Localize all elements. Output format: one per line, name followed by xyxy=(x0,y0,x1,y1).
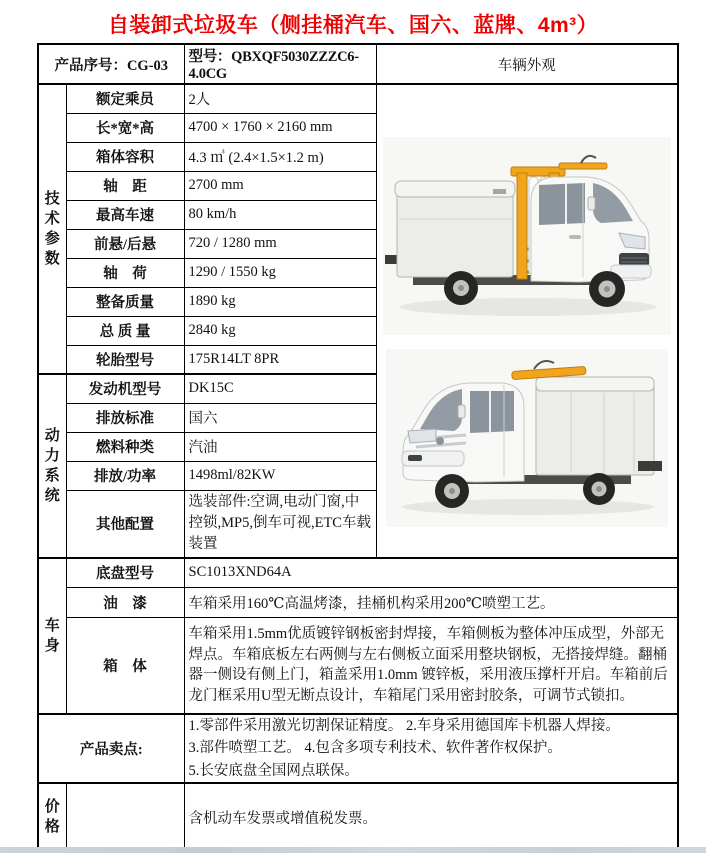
fuel-type-label: 燃料种类 xyxy=(66,432,184,461)
page-title: 自装卸式垃圾车（侧挂桶汽车、国六、蓝牌、4m³） xyxy=(107,14,599,37)
dimensions-value: 4700 × 1760 × 2160 mm xyxy=(184,113,376,142)
chassis-model-label: 底盘型号 xyxy=(66,558,184,587)
gross-weight-value: 2840 kg xyxy=(184,316,376,345)
appearance-header-cell: 车辆外观 xyxy=(376,44,678,84)
group-price: 价格 xyxy=(38,783,66,851)
bottom-page-edge-strip xyxy=(0,847,706,853)
selling-point-line-1: 1.零部件采用激光切割保证精度。 2.车身采用德国库卡机器人焊接。 xyxy=(188,718,620,734)
selling-point-line-2: 3.部件喷塑工艺。 4.包含多项专利技术、软件著作权保护。 xyxy=(188,740,562,757)
selling-points-value xyxy=(184,714,678,783)
gross-weight-label: 总 质 量 xyxy=(66,316,184,345)
selling-point-line-3: 5.长安底盘全国网点联保。 xyxy=(188,762,359,779)
group-vehicle-body: 车身 xyxy=(38,558,66,714)
dimensions-label: 长*宽*高 xyxy=(66,113,184,142)
product-no-cell: 产品序号：CG-03 xyxy=(38,44,184,84)
max-speed-label: 最高车速 xyxy=(66,200,184,229)
box-body-label: 箱 体 xyxy=(66,617,184,714)
spec-table xyxy=(37,43,679,852)
group-power-system: 动力系统 xyxy=(38,374,66,558)
paint-label: 油 漆 xyxy=(66,587,184,617)
truck-photo-front-left xyxy=(386,349,668,527)
selling-points-label: 产品卖点: xyxy=(38,714,184,783)
truck-photo-front-right xyxy=(383,137,671,335)
displacement-power-label: 排放/功率 xyxy=(66,461,184,490)
axle-load-value: 1290 / 1550 kg xyxy=(184,258,376,287)
emission-standard-label: 排放标准 xyxy=(66,403,184,432)
overhang-label: 前悬/后悬 xyxy=(66,229,184,258)
wheelbase-value: 2700 mm xyxy=(184,171,376,200)
model-cell: 型号：QBXQF5030ZZZC6-4.0CG xyxy=(184,44,376,84)
engine-model-label: 发动机型号 xyxy=(66,374,184,403)
overhang-value: 720 / 1280 mm xyxy=(184,229,376,258)
axle-load-label: 轴 荷 xyxy=(66,258,184,287)
chassis-model-value: SC1013XND64A xyxy=(184,558,678,587)
other-config-label: 其他配置 xyxy=(66,490,184,558)
displacement-power-value: 1498ml/82KW xyxy=(184,461,376,490)
box-volume-value: 4.3 ㎥ (2.4×1.5×1.2 m) xyxy=(184,142,376,171)
tire-model-label: 轮胎型号 xyxy=(66,345,184,374)
rated-crew-label: 额定乘员 xyxy=(66,84,184,113)
emission-standard-value: 国六 xyxy=(184,403,376,432)
vehicle-photos-cell xyxy=(376,84,678,558)
fuel-type-value: 汽油 xyxy=(184,432,376,461)
tire-model-value: 175R14LT 8PR xyxy=(184,345,376,374)
box-body-value: 车箱采用1.5mm优质镀锌钢板密封焊接，车箱侧板为整体冲压成型，外部无焊点。车箱底板左右两侧与左右侧板立面采用整块钢板，无搭接焊缝。翻桶器一侧设有侧上门，箱盖采用1.0mm 镀锌板，采用液压撑杆开启。车箱前后龙门框采用U型无断点设计，车箱尾门采用密封胶条，可调节式锁扣。 xyxy=(184,617,678,714)
price-value: 含机动车发票或增值税发票。 xyxy=(184,783,678,851)
engine-model-value: DK15C xyxy=(184,374,376,403)
rated-crew-value: 2人 xyxy=(184,84,376,113)
max-speed-value: 80 km/h xyxy=(184,200,376,229)
wheelbase-label: 轴 距 xyxy=(66,171,184,200)
paint-value: 车箱采用160℃高温烤漆，挂桶机构采用200℃喷塑工艺。 xyxy=(184,587,678,617)
group-tech-params: 技术参数 xyxy=(38,84,66,374)
box-volume-label: 箱体容积 xyxy=(66,142,184,171)
other-config-value: 选装部件:空调,电动门窗,中控锁,MP5,倒车可视,ETC车载装置 xyxy=(184,490,376,558)
curb-weight-label: 整备质量 xyxy=(66,287,184,316)
price-empty-cell xyxy=(66,783,184,851)
curb-weight-value: 1890 kg xyxy=(184,287,376,316)
